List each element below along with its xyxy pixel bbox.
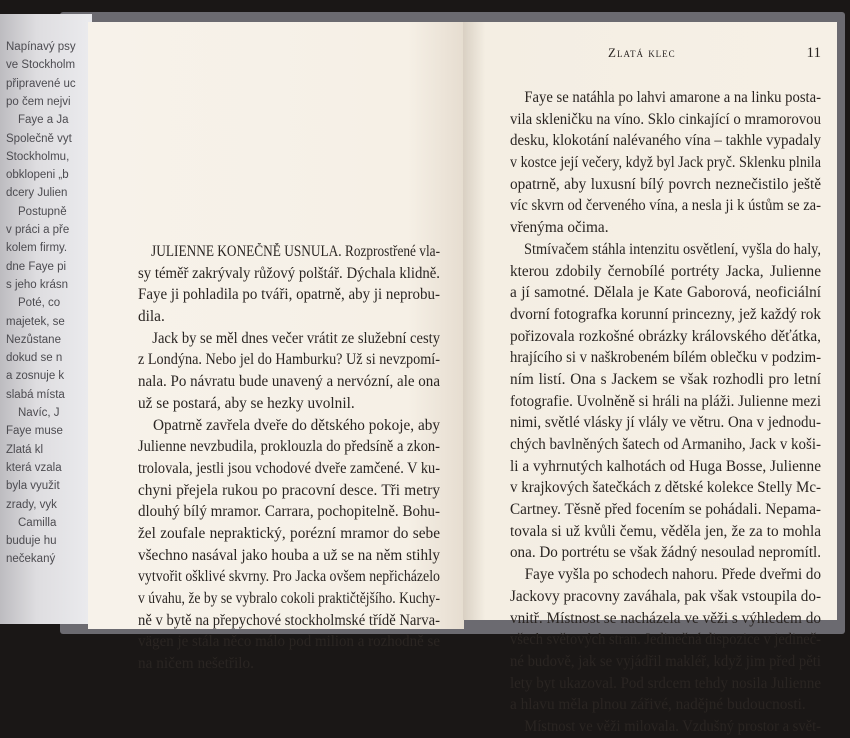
- flap-text-line: Napínavý psy: [6, 41, 76, 53]
- flap-text-line: která vzala: [6, 461, 62, 474]
- flap-text-line: Stockholmu,: [6, 150, 70, 163]
- text-line: Místnost ve věži milovala. Vzdušný prostor a svět-: [524, 717, 821, 735]
- text-line: chyni přejela rukou po pracovní desce. Tři metry: [138, 481, 440, 499]
- running-head: Zlatá klec: [608, 45, 676, 60]
- flap-text-line: po čem nejvi: [6, 95, 71, 108]
- flap-text-line: Faye a Ja: [18, 114, 69, 127]
- text-line: li a vyhrnutých kalhotách od Huga Bosse, Julienne: [510, 457, 821, 475]
- flap-text-line: Navíc, J: [18, 407, 60, 419]
- text-line: fotografie. Uvolněně si hráli na pláži. Julienne mezi: [510, 392, 821, 410]
- text-line: dvorní fotografka korunní princezny, jež každý rok: [510, 305, 821, 323]
- text-line: Faye vyšla po schodech nahoru. Přede dveřmi do: [524, 566, 821, 584]
- flap-text-line: kolem firmy.: [6, 242, 68, 255]
- flap-text-line: Společně vyt: [6, 132, 72, 145]
- text-line: z Londýna. Nebo jel do Hamburku? Už si nevzpomí-: [138, 351, 440, 369]
- text-line: v kostce její večery, když byl Jack pryč. Sklenku plnila: [510, 154, 821, 172]
- text-line: už se postará, aby se hezky uvolnil.: [138, 394, 355, 412]
- text-line: vila skleničku na víno. Sklo cinkající o mramorovou: [510, 110, 821, 128]
- flap-text-line: Poté, co: [18, 297, 61, 310]
- flap-text-line: zrady, vyk: [6, 498, 57, 511]
- jacket-flap: [0, 14, 92, 624]
- text-line: vřenýma očima.: [510, 219, 609, 237]
- flap-text-line: nečekaný: [6, 553, 56, 566]
- text-line: v úvahu, že by se vybralo cokoli praktičtějšího. Kuchy-: [138, 590, 440, 607]
- text-line: všech světových stran. Jedinečná dispozice v jedineč-: [510, 631, 821, 649]
- text-line: a hlavu měla plnou zářivé, nadějné budoucnosti.: [510, 696, 806, 714]
- page-number: 11: [806, 45, 821, 61]
- text-line: žel zoufale nepraktický, porézní mramor do sebe: [138, 524, 440, 542]
- flap-text-line: dokud se n: [6, 352, 63, 365]
- flap-text-line: obklopeni „b: [6, 169, 69, 182]
- text-line: nala. Po návratu bude unavený a nervózní, ale ona: [138, 373, 440, 391]
- text-line: Cartney. Těsně před focením se pohádali. Nepama-: [510, 501, 821, 519]
- text-line: JULIENNE KONEČNĚ USNULA. Rozprostřené vla-: [151, 243, 440, 260]
- flap-text-line: Camilla: [18, 516, 57, 529]
- text-line: dila.: [138, 308, 165, 326]
- flap-text-line: Nezůstane: [6, 333, 61, 346]
- text-line: tovala si už kvůli čemu, věděla jen, že za to mohla: [510, 522, 821, 540]
- text-line: vägen je stála něco málo pod milion a rozhodně se: [138, 633, 440, 651]
- text-line: Jack by se měl dnes večer vrátit ze služební cesty: [152, 329, 440, 347]
- flap-text-line: ve Stockholm: [6, 59, 76, 72]
- text-line: desku, klokotání nalévaného vína – takhle vypadaly: [510, 132, 821, 150]
- text-line: lety byt ukazoval. Pod srdcem tehdy nosila Julienne: [510, 674, 821, 692]
- text-line: trolovala, jestli jsou vchodové dveře zamčené. V ku-: [138, 459, 440, 477]
- text-line: ním listí. Ona s Jackem se však rozhodli pro letní: [510, 370, 821, 388]
- text-line: vnitř. Místnost se nacházela ve věži s výhledem do: [510, 609, 821, 627]
- flap-text-line: Zlatá kl: [6, 443, 44, 456]
- text-line: hrajícího si v naškrobeném bílém oblečku v podzim-: [510, 349, 821, 367]
- flap-text-line: a zosnuje k: [6, 370, 65, 383]
- right-page: [463, 22, 837, 735]
- text-line: pořizovala rozkošné obrázky královského děťátka,: [510, 327, 821, 345]
- flap-text-line: byla využit: [6, 480, 60, 493]
- flap-text-line: v práci a pře: [6, 224, 70, 236]
- flap-text-line: s jeho krásn: [6, 278, 69, 291]
- text-line: sy téměř zakrývaly růžový polštář. Dýchala klidně.: [138, 264, 440, 282]
- text-line: na ničem nešetřilo.: [138, 655, 254, 673]
- flap-text-line: dne Faye pi: [6, 260, 67, 273]
- flap-text-line: Faye muse: [6, 425, 63, 438]
- text-line: chých bavlněných šatech od Armaniho, Jack v koši-: [510, 436, 821, 453]
- text-line: a jí samotné. Dělala je Kate Gaborová, neoficiální: [510, 284, 821, 302]
- text-line: nimi, světlé vlásky jí vlály ve větru. Ona v jednodu-: [510, 414, 821, 432]
- text-line: Jackovy pracovny zaváhala, pak však vstoupila do-: [510, 587, 821, 605]
- right-page-body: [510, 87, 821, 738]
- flap-text-line: buduje hu: [6, 535, 57, 548]
- text-line: ně v bytě na přepychové stockholmské třídě Narva-: [138, 611, 440, 629]
- text-line: né budově, jak se vyjádřil makléř, když jim před pěti: [510, 652, 821, 670]
- text-line: Opatrně zavřela dveře do dětského pokoje, aby: [152, 416, 440, 434]
- flap-text-line: majetek, se: [6, 315, 65, 328]
- text-line: kterou zdobily černobílé portréty Jacka, Julienne: [510, 262, 821, 280]
- left-page-body: [138, 241, 440, 675]
- text-line: víc skvrn od červeného vína, a nesla ji k ústům se za-: [510, 197, 821, 215]
- text-line: dlouhý bílý mramor. Carrara, pochopitelně. Bohu-: [138, 503, 440, 521]
- text-line: Stmívačem stáhla intenzitu osvětlení, vyšla do haly,: [524, 240, 821, 258]
- text-line: Julienne nevzbudila, proklouzla do předsíně a zkon-: [138, 438, 440, 456]
- text-line: Faye se natáhla po lahvi amarone a na linku posta-: [524, 89, 821, 106]
- flap-text-line: slabá místa: [6, 388, 65, 401]
- text-line: všechno nasával jako houba a už se na něm stihly: [138, 546, 440, 564]
- left-page: [88, 22, 464, 673]
- text-line: Faye ji pohladila po tváři, opatrně, aby ji neprobu-: [138, 286, 440, 304]
- flap-text-line: dcery Julien: [6, 187, 68, 200]
- text-line: vytvořit ošklivé skvrny. Pro Jacka ovšem nepřicházelo: [138, 568, 440, 586]
- flap-text-line: Postupně: [18, 205, 67, 218]
- text-line: v krajkových šatečkách z dětské kolekce Stelly Mc-: [510, 479, 821, 497]
- text-line: ona. Do portrétu se však žádný nesoulad nepromítl.: [510, 544, 821, 562]
- text-line: opatrně, aby luxusní bílý povrch neznečistilo ještě: [510, 175, 821, 193]
- flap-text-line: připravené uc: [6, 77, 76, 90]
